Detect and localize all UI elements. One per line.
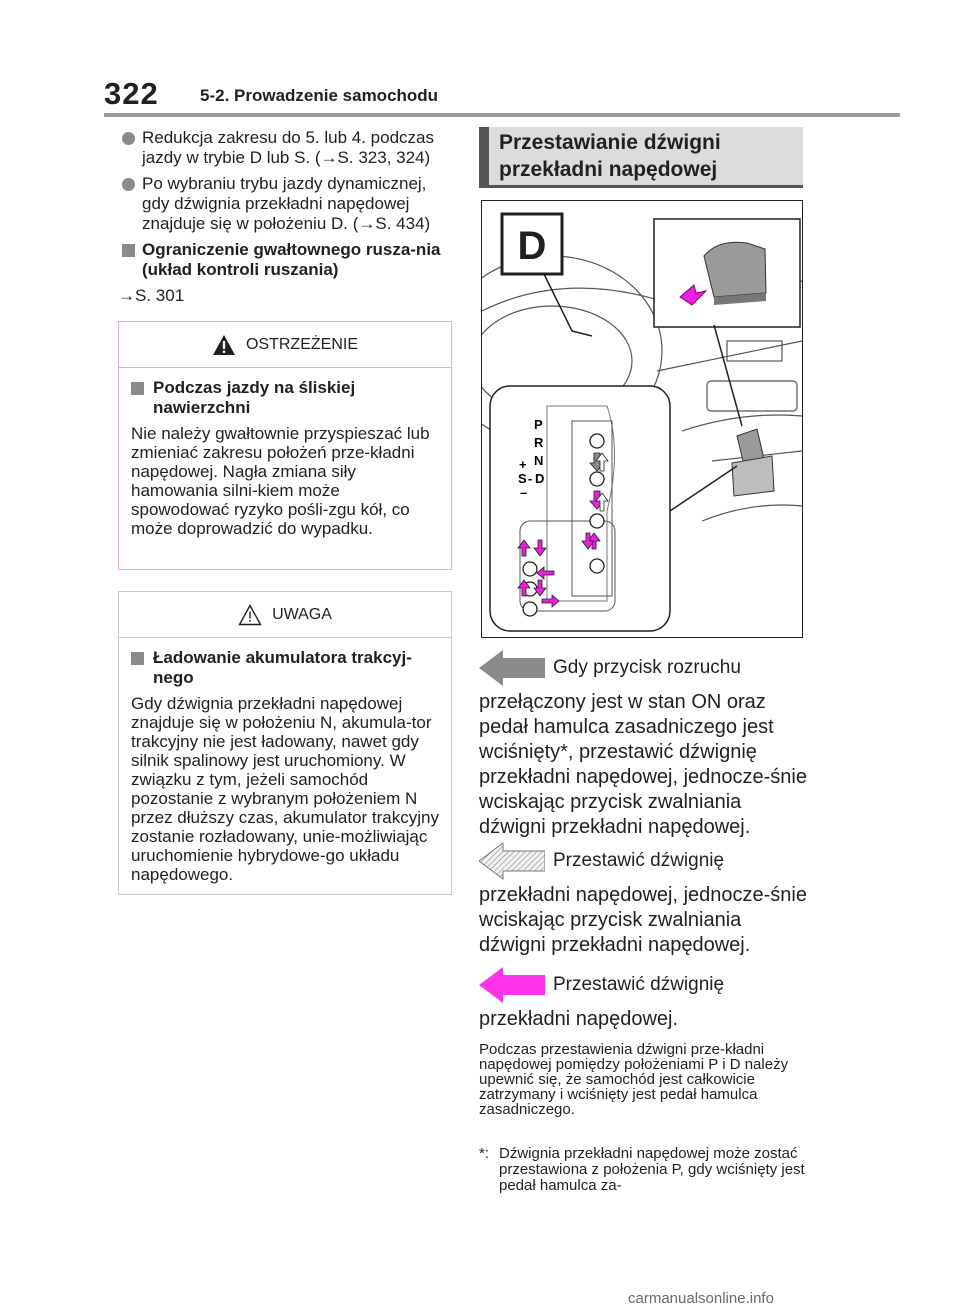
notice-box: [118, 591, 452, 895]
footnote: [479, 1146, 809, 1194]
page-number: 322: [104, 76, 159, 111]
notice-subhead: Ładowanie akumulatora trakcyj-nego: [131, 648, 439, 688]
shift-gate-diagram: [490, 386, 737, 631]
step-2-text: przekładni napędowej, jednocze-śnie wciskając przycisk zwalniania dźwigni przekładni napędowej.: [479, 884, 807, 956]
footnote-text: Dźwignia przekładni napędowej może zostać przestawiona z położenia P, gdy wciśnięty jest pedał hamulca za-: [499, 1145, 805, 1194]
svg-text:D: D: [535, 471, 545, 486]
hatched-step-arrow-icon: [479, 841, 545, 881]
square-bullet-icon: [122, 244, 135, 257]
step-2-lead: Przestawić dźwignię: [553, 850, 725, 871]
shift-caution-note: Podczas przestawienia dźwigni prze-kładni napędowej pomiędzy położeniami P i D należy upewnić się, że samochód jest całkowicie zatrzymany i wciśnięty jest pedał hamulca zasadniczego.: [479, 1041, 789, 1118]
square-bullet-icon: [131, 382, 144, 395]
left-column: [118, 128, 452, 320]
svg-text:–: –: [520, 485, 528, 500]
warning-subhead: Podczas jazdy na śliskiej nawierzchni: [131, 378, 439, 418]
svg-text:N: N: [534, 453, 544, 468]
svg-text:-: -: [528, 471, 533, 486]
svg-text:S: S: [518, 471, 527, 486]
banner-bar: [479, 127, 489, 185]
square-bullet-icon: [131, 652, 144, 665]
watermark: carmanualsonline.info: [628, 1290, 774, 1307]
notice-title: UWAGA: [272, 605, 332, 623]
step-3-text: przekładni napędowej.: [479, 1008, 679, 1030]
d-letter: D: [517, 224, 547, 268]
bullet-dot-icon: [122, 178, 135, 191]
banner-title: Przestawianie dźwigni przekładni napędowej: [499, 131, 721, 181]
svg-text:+: +: [519, 457, 527, 472]
notice-body: Gdy dźwignia przekładni napędowej znajduje się w położeniu N, akumula-tor trakcyjny nie jest ładowany, nawet gdy silnik spalinowy jest uruchomiony. W związku z tym, jeżeli samochód pozostanie z wybranym położeniem N przez dłuższy czas, akumulator trakcyjny zostanie rozładowany, unie-możliwiając uruchomienie hybrydowe-go układu napędowego.: [131, 694, 439, 884]
svg-text:R: R: [534, 435, 544, 450]
svg-text:P: P: [534, 417, 543, 432]
step-1-lead: Gdy przycisk rozruchu: [553, 657, 741, 678]
step-3-lead: Przestawić dźwignię: [553, 974, 725, 995]
footnote-mark: *:: [479, 1145, 490, 1162]
bullet-item: Po wybraniu trybu jazdy dynamicznej, gdy dźwignia przekładni napędowej znajduje się w położeniu D. (→S. 434): [118, 174, 452, 234]
subsection-heading: Ograniczenie gwałtownego rusza-nia (układ kontroli ruszania): [118, 240, 452, 280]
step-2: [479, 839, 809, 958]
warning-body: Nie należy gwałtownie przyspieszać lub zmieniać zakresu położeń prze-kładni napędowej. Nagła zmiana siły hamowania silni-kiem może spowodować ryzyko pośli-zgu kół, co może doprowadzić do wypadku.: [131, 424, 430, 538]
step-3: [479, 963, 809, 1032]
warning-header: [119, 322, 451, 368]
page-reference: →S. 301: [118, 286, 185, 305]
bullet-item: Redukcja zakresu do 5. lub 4. podczas jazdy w trybie D lub S. (→S. 323, 324): [118, 128, 452, 168]
grey-step-arrow-icon: [479, 648, 545, 688]
magenta-step-arrow-icon: [479, 965, 545, 1005]
header-rule: [104, 113, 900, 117]
bullet-dot-icon: [122, 132, 135, 145]
d-callout: [502, 214, 592, 336]
step-1: [479, 646, 809, 840]
section-banner: [479, 127, 803, 185]
shift-knob-drawing: [732, 429, 774, 496]
shift-lever-illustration: [481, 200, 803, 638]
notice-header: [119, 592, 451, 638]
dashboard-drawing: [482, 201, 802, 636]
caution-triangle-icon: [238, 604, 262, 626]
step-1-text: przełączony jest w stan ON oraz pedał hamulca zasadniczego jest wciśnięty*, przestawić dźwignię przekładni napędowej, jednocze-śnie wciskając przycisk zwalniania dźwigni przekładni napędowej.: [479, 691, 807, 838]
knob-closeup-callout: [654, 219, 800, 426]
section-title: 5-2. Prowadzenie samochodu: [200, 86, 439, 105]
warning-triangle-icon: [212, 334, 236, 356]
banner-rule: [479, 185, 803, 188]
warning-title: OSTRZEŻENIE: [245, 335, 358, 353]
warning-box: [118, 321, 452, 570]
